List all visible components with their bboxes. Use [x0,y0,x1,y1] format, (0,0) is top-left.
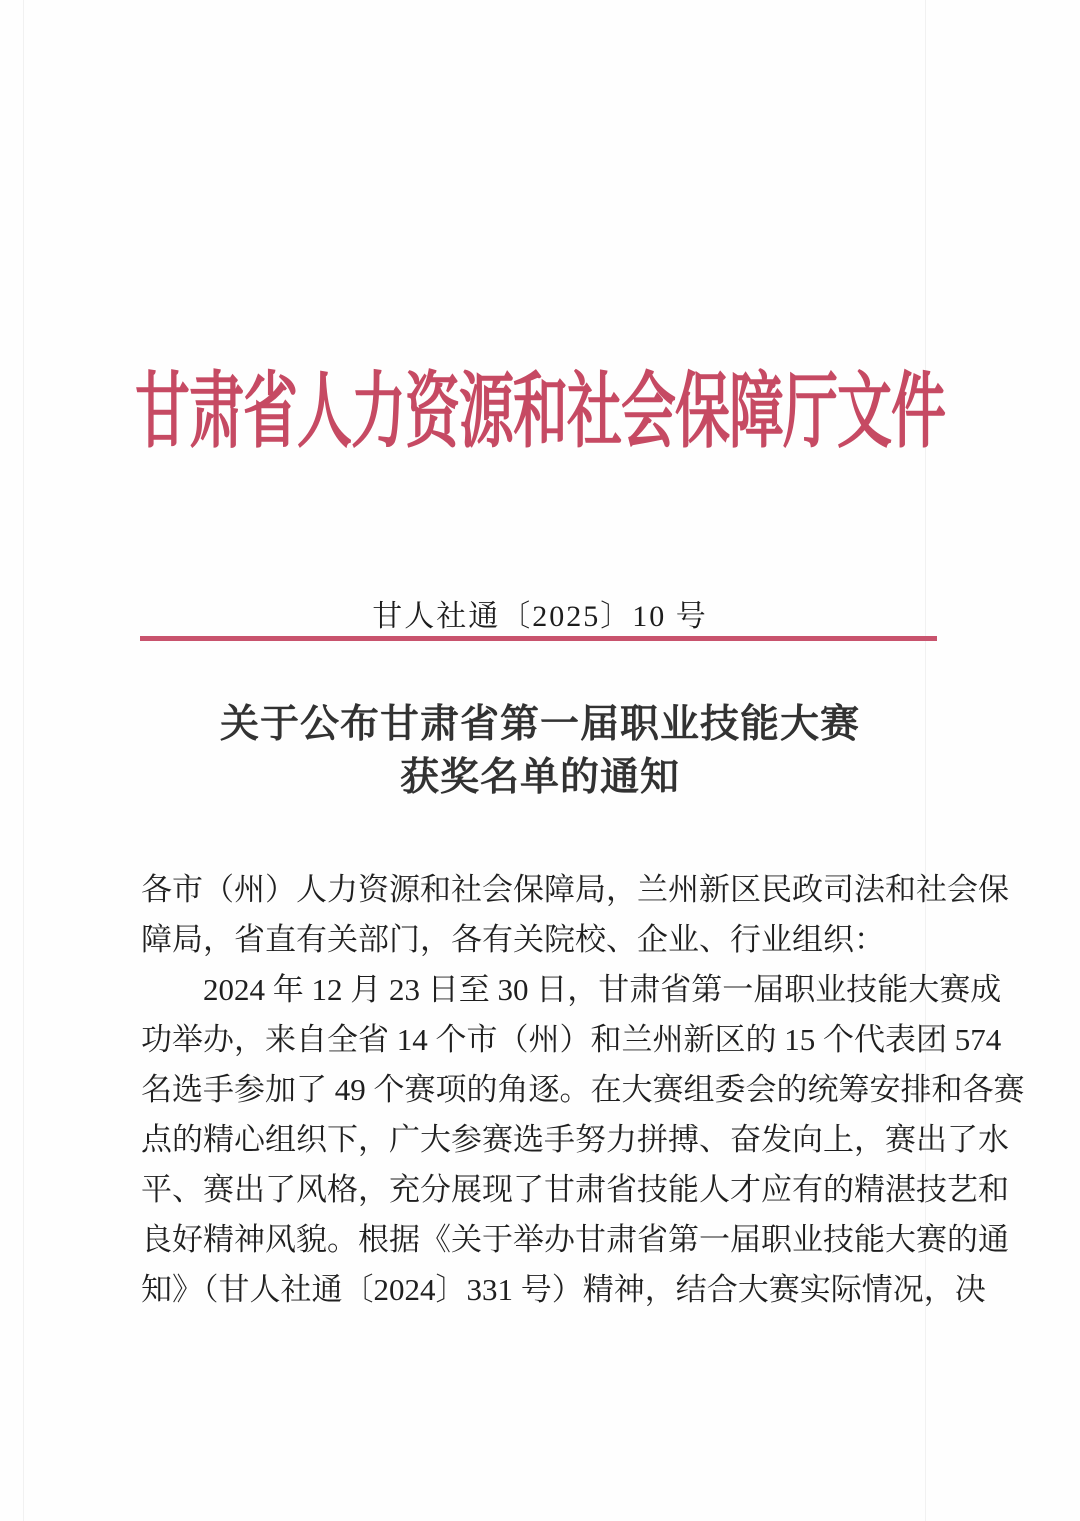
body-line: 知》（甘人社通〔2024〕331 号）精神，结合大赛实际情况，决 [141,1272,986,1307]
body-line: 良好精神风貌。根据《关于举办甘肃省第一届职业技能大赛的通 [141,1222,1009,1257]
document-title [0,698,1080,804]
document-body [141,865,1025,1315]
body-line: 平、赛出了风格，充分展现了甘肃省技能人才应有的精湛技艺和 [141,1172,1009,1207]
body-line: 点的精心组织下，广大参赛选手努力拼搏、奋发向上，赛出了水 [141,1122,1009,1157]
body-line: 障局，省直有关部门，各有关院校、企业、行业组织： [141,922,885,957]
body-line: 功举办，来自全省 14 个市（州）和兰州新区的 15 个代表团 574 [141,1022,1002,1057]
agency-header-title: 甘肃省人力资源和社会保障厅文件 [134,365,945,458]
body-line: 名选手参加了 49 个赛项的角逐。在大赛组委会的统筹安排和各赛 [141,1072,1025,1107]
document-title-line2: 获奖名单的通知 [399,756,680,799]
document-number: 甘人社通〔2025〕10 号 [372,600,708,633]
red-divider-line [140,636,937,641]
body-line: 2024 年 12 月 23 日至 30 日，甘肃省第一届职业技能大赛成 [141,972,1002,1007]
body-line: 各市（州）人力资源和社会保障局，兰州新区民政司法和社会保 [141,872,1009,907]
document-title-line1: 关于公布甘肃省第一届职业技能大赛 [219,703,860,746]
